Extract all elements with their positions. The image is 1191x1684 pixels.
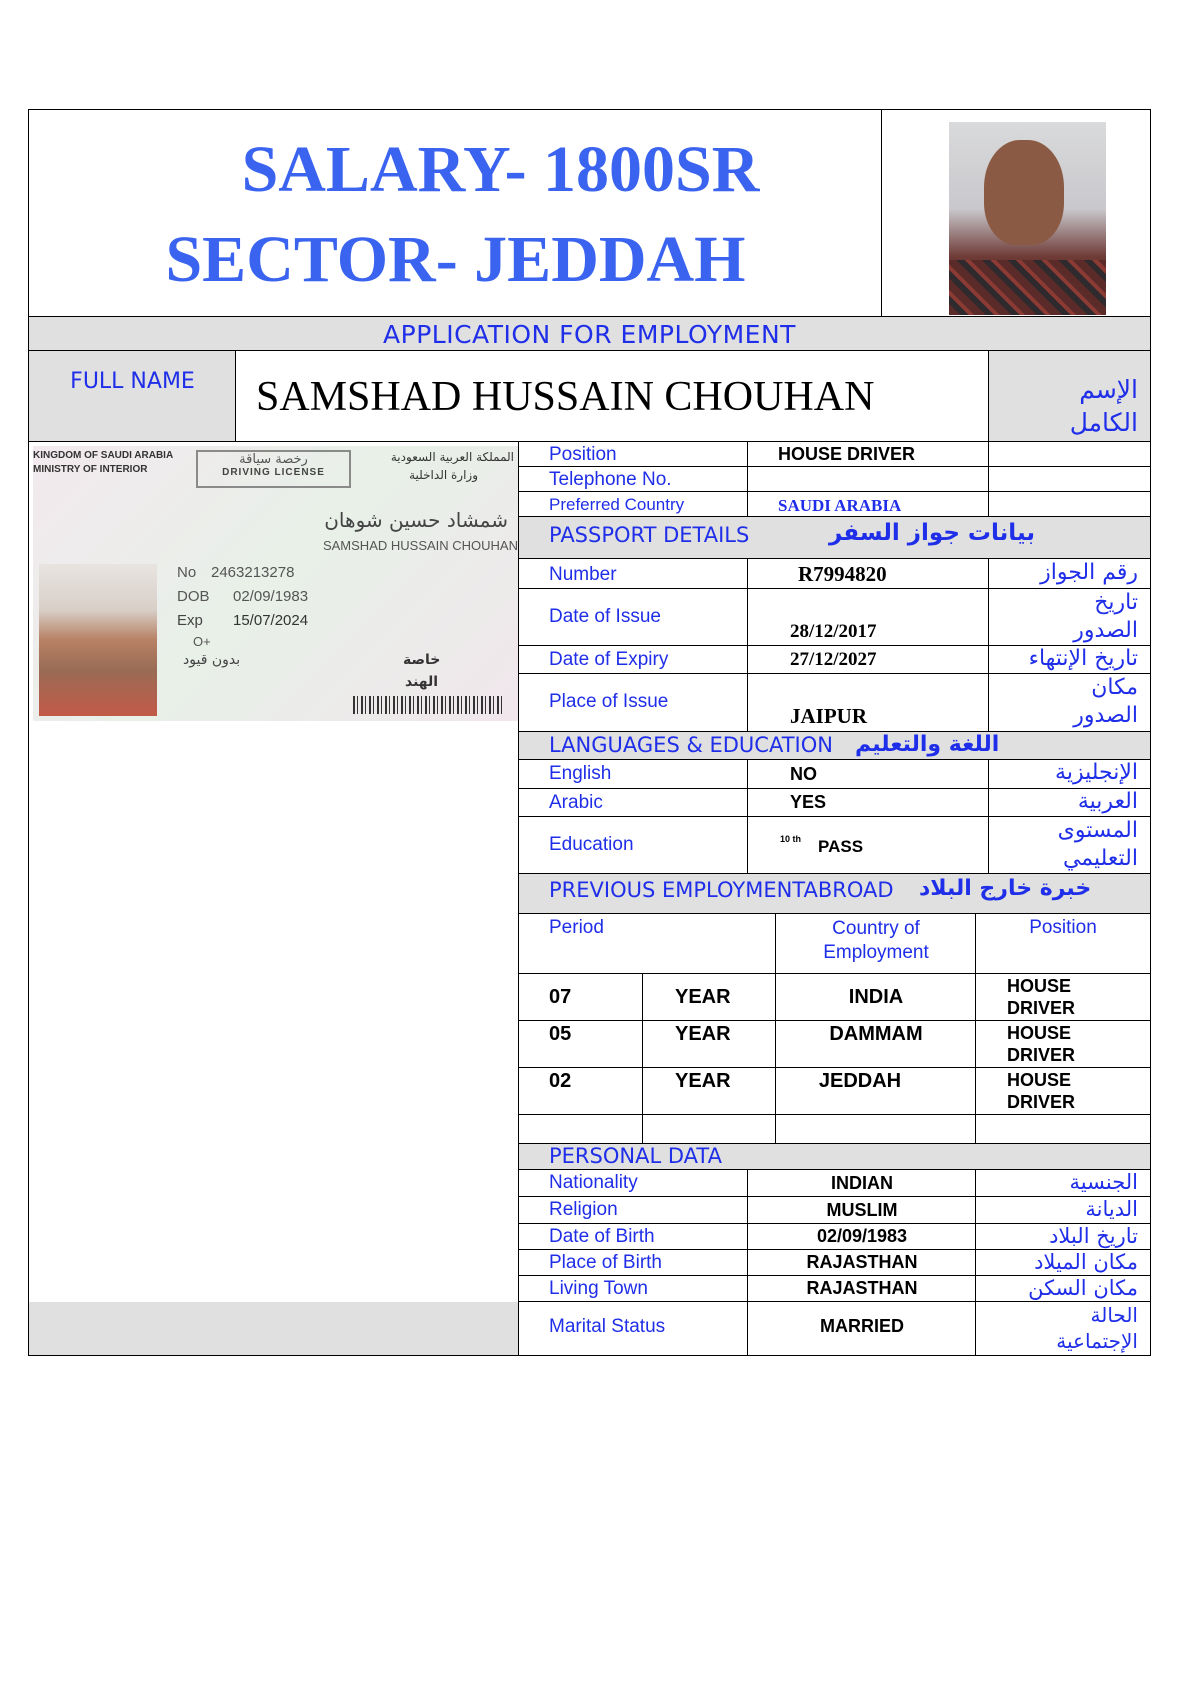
passport-expiry-label: Date of Expiry <box>549 649 669 670</box>
arabic-ar: العربية <box>1077 789 1138 814</box>
passport-heading-ar: بيانات جواز السفر <box>829 520 1035 546</box>
employment-row-1-years: 07 <box>549 986 572 1008</box>
education-ar: المستوى التعليمي <box>1057 818 1138 871</box>
employment-row-2-position: HOUSE DRIVER <box>1007 1023 1076 1065</box>
title-bar <box>29 317 1150 351</box>
license-name: SAMSHAD HUSSAIN CHOUHAN <box>322 538 518 553</box>
full-name-ar-cell <box>989 351 1150 442</box>
period-header-cell <box>519 914 776 974</box>
license-no: 2463213278 <box>211 564 295 581</box>
employment-row-3-unit-cell <box>643 1068 776 1115</box>
passport-heading: PASSPORT DETAILS <box>549 523 750 547</box>
employment-row-1-country-cell <box>776 974 976 1021</box>
pob-label-cell <box>519 1250 748 1276</box>
license-type-box <box>196 450 351 488</box>
telephone-ar-cell <box>989 467 1150 492</box>
full-name-ar: الإسم الكامل <box>1069 375 1138 437</box>
arabic-label: Arabic <box>549 792 603 813</box>
religion-value-cell <box>748 1197 976 1224</box>
employment-row-empty-1 <box>519 1115 643 1144</box>
previous-heading-cell <box>519 874 1150 914</box>
english-value: NO <box>790 764 817 784</box>
passport-expiry-ar-cell <box>989 646 1150 674</box>
driving-license-image <box>33 446 518 721</box>
languages-heading-cell <box>519 732 1150 760</box>
license-exp-label: Exp <box>177 612 203 629</box>
education-grade: 10 th <box>780 834 802 844</box>
license-name-ar: شمشاد حسين شوهان <box>324 508 508 532</box>
pob-value: RAJASTHAN <box>806 1252 918 1272</box>
sector-heading: SECTOR- JEDDAH <box>165 223 746 296</box>
position-value-cell <box>748 442 989 467</box>
full-name-value: SAMSHAD HUSSAIN CHOUHAN <box>256 374 875 420</box>
dob-ar: تاريخ البلاد <box>1049 1224 1138 1248</box>
title-text: APPLICATION FOR EMPLOYMENT <box>383 320 796 349</box>
employment-row-1-years-cell <box>519 974 643 1021</box>
full-name-label-cell <box>29 351 236 442</box>
languages-heading-ar: اللغة والتعليم <box>855 732 1000 757</box>
nationality-label: Nationality <box>549 1172 638 1193</box>
personal-heading-cell <box>519 1144 1150 1170</box>
dob-value-cell <box>748 1224 976 1250</box>
preferred-value-cell <box>748 492 989 517</box>
passport-issue-ar: تاريخ الصدور <box>1073 590 1138 643</box>
education-value: PASS <box>818 837 864 856</box>
passport-heading-cell <box>519 517 1150 559</box>
passport-issue-label-cell <box>519 589 748 646</box>
salary-heading: SALARY- 1800SR <box>241 133 760 206</box>
employment-row-3-position-cell <box>976 1068 1150 1115</box>
position-ar-cell <box>989 442 1150 467</box>
header-block <box>29 110 882 317</box>
employment-row-1-position: HOUSE DRIVER <box>1007 976 1076 1018</box>
telephone-value-cell <box>748 467 989 492</box>
employment-row-3-years-cell <box>519 1068 643 1115</box>
license-no-label: No <box>177 564 197 581</box>
passport-expiry-ar: تاريخ الإنتهاء <box>1028 646 1138 671</box>
living-town-value-cell <box>748 1276 976 1302</box>
passport-place-value: JAIPUR <box>790 704 867 728</box>
license-type-value-ar: خاصة <box>403 652 441 668</box>
preferred-value: SAUDI ARABIA <box>778 496 902 515</box>
employment-row-2-position-cell <box>976 1021 1150 1068</box>
education-label-cell <box>519 817 748 874</box>
personal-heading: PERSONAL DATA <box>549 1144 722 1168</box>
license-photo <box>39 564 157 716</box>
position-header: Position <box>1029 917 1097 938</box>
living-town-ar-cell <box>976 1276 1150 1302</box>
passport-issue-label: Date of Issue <box>549 606 661 627</box>
employment-row-1-position-cell <box>976 974 1150 1021</box>
passport-number-value: R7994820 <box>798 562 887 586</box>
nationality-ar: الجنسية <box>1069 1170 1138 1194</box>
english-ar-cell <box>989 760 1150 789</box>
pob-ar-cell <box>976 1250 1150 1276</box>
pob-label: Place of Birth <box>549 1252 662 1273</box>
previous-heading-ar: خبرة خارج البلاد <box>919 876 1092 901</box>
country-header: Country of Employment <box>823 918 929 963</box>
marital-label-cell <box>519 1302 748 1355</box>
photo-cell <box>882 110 1150 317</box>
preferred-label-cell <box>519 492 748 517</box>
preferred-ar-cell <box>989 492 1150 517</box>
passport-issue-value: 28/12/2017 <box>790 621 877 642</box>
languages-heading: LANGUAGES & EDUCATION <box>549 733 833 757</box>
license-blood: O+ <box>193 634 211 649</box>
application-form <box>28 109 1151 1356</box>
employment-row-1-unit-cell <box>643 974 776 1021</box>
telephone-label-cell <box>519 467 748 492</box>
nationality-label-cell <box>519 1170 748 1197</box>
photo-face <box>984 140 1064 245</box>
photo-shirt <box>949 260 1106 315</box>
arabic-label-cell <box>519 789 748 817</box>
position-label-cell <box>519 442 748 467</box>
bottom-left-cell <box>29 1302 519 1355</box>
arabic-value: YES <box>790 792 827 812</box>
passport-number-ar-cell <box>989 559 1150 589</box>
passport-expiry-label-cell <box>519 646 748 674</box>
dob-value: 02/09/1983 <box>816 1226 908 1246</box>
religion-ar-cell <box>976 1197 1150 1224</box>
education-value-cell <box>748 817 989 874</box>
passport-number-ar: رقم الجواز <box>1040 560 1138 585</box>
passport-place-label: Place of Issue <box>549 691 669 712</box>
telephone-label: Telephone No. <box>549 469 672 490</box>
employment-row-3-country: JEDDAH <box>818 1070 902 1092</box>
license-ministry-ar: وزارة الداخلية <box>409 468 478 482</box>
passport-number-label-cell <box>519 559 748 589</box>
previous-heading: PREVIOUS EMPLOYMENTABROAD <box>549 878 894 902</box>
position-header-cell <box>976 914 1150 974</box>
english-value-cell <box>748 760 989 789</box>
license-dob: 02/09/1983 <box>233 588 309 605</box>
period-header: Period <box>549 917 604 938</box>
country-header-cell <box>776 914 976 974</box>
license-barcode <box>353 696 503 714</box>
employment-row-3-position: HOUSE DRIVER <box>1007 1070 1076 1112</box>
preferred-label: Preferred Country <box>549 495 685 514</box>
employment-row-2-unit-cell <box>643 1021 776 1068</box>
religion-label: Religion <box>549 1199 618 1220</box>
license-ministry: MINISTRY OF INTERIOR <box>33 464 148 475</box>
passport-number-value-cell <box>748 559 989 589</box>
living-town-ar: مكان السكن <box>1028 1276 1138 1300</box>
employment-row-2-country: DAMMAM <box>829 1023 923 1045</box>
passport-place-value-cell <box>748 674 989 732</box>
dob-label-cell <box>519 1224 748 1250</box>
employment-row-empty-3 <box>776 1115 976 1144</box>
pob-value-cell <box>748 1250 976 1276</box>
living-town-label: Living Town <box>549 1278 648 1299</box>
passport-expiry-value: 27/12/2027 <box>790 649 877 670</box>
english-ar: الإنجليزية <box>1055 760 1138 785</box>
employment-row-empty-2 <box>643 1115 776 1144</box>
arabic-value-cell <box>748 789 989 817</box>
marital-value: MARRIED <box>820 1316 904 1336</box>
license-country-ar: المملكة العربية السعودية <box>390 450 514 464</box>
passport-expiry-value-cell <box>748 646 989 674</box>
employment-row-3-country-cell <box>776 1068 976 1115</box>
employment-row-1-unit: YEAR <box>675 986 731 1008</box>
license-exp: 15/07/2024 <box>233 612 309 629</box>
full-name-value-cell <box>236 351 989 442</box>
pob-ar: مكان الميلاد <box>1034 1250 1138 1274</box>
living-town-value: RAJASTHAN <box>806 1278 918 1298</box>
license-country: KINGDOM OF SAUDI ARABIA <box>33 450 174 461</box>
employment-row-2-country-cell <box>776 1021 976 1068</box>
passport-issue-value-cell <box>748 589 989 646</box>
license-dob-label: DOB <box>177 588 210 605</box>
passport-place-label-cell <box>519 674 748 732</box>
employment-row-2-years: 05 <box>549 1023 572 1045</box>
english-label: English <box>549 763 612 784</box>
passport-issue-ar-cell <box>989 589 1150 646</box>
living-town-label-cell <box>519 1276 748 1302</box>
education-ar-cell <box>989 817 1150 874</box>
employment-row-3-years: 02 <box>549 1070 572 1092</box>
dob-ar-cell <box>976 1224 1150 1250</box>
religion-value: MUSLIM <box>826 1200 898 1220</box>
religion-label-cell <box>519 1197 748 1224</box>
applicant-photo <box>949 122 1106 315</box>
passport-place-ar-cell <box>989 674 1150 732</box>
employment-row-2-unit: YEAR <box>675 1023 731 1045</box>
license-nationality-ar: الهند <box>405 674 439 690</box>
passport-place-ar: مكان الصدور <box>1073 675 1138 728</box>
license-type-ar: رخصة سياقة <box>239 452 308 467</box>
license-restriction-ar: بدون قيود <box>183 652 241 668</box>
arabic-ar-cell <box>989 789 1150 817</box>
education-label: Education <box>549 834 634 855</box>
marital-label: Marital Status <box>549 1316 666 1337</box>
nationality-value-cell <box>748 1170 976 1197</box>
full-name-label: FULL NAME <box>70 369 195 394</box>
license-type: DRIVING LICENSE <box>222 467 325 478</box>
position-value: HOUSE DRIVER <box>778 444 916 464</box>
dob-label: Date of Birth <box>549 1226 655 1247</box>
employment-row-1-country: INDIA <box>848 986 904 1008</box>
nationality-value: INDIAN <box>831 1173 893 1193</box>
marital-ar: الحالة الإجتماعية <box>1056 1303 1138 1353</box>
nationality-ar-cell <box>976 1170 1150 1197</box>
position-label: Position <box>549 444 617 465</box>
employment-row-3-unit: YEAR <box>675 1070 731 1092</box>
marital-value-cell <box>748 1302 976 1355</box>
religion-ar: الديانة <box>1085 1197 1138 1221</box>
employment-row-empty-4 <box>976 1115 1150 1144</box>
marital-ar-cell <box>976 1302 1150 1355</box>
employment-row-2-years-cell <box>519 1021 643 1068</box>
passport-number-label: Number <box>549 564 617 585</box>
english-label-cell <box>519 760 748 789</box>
